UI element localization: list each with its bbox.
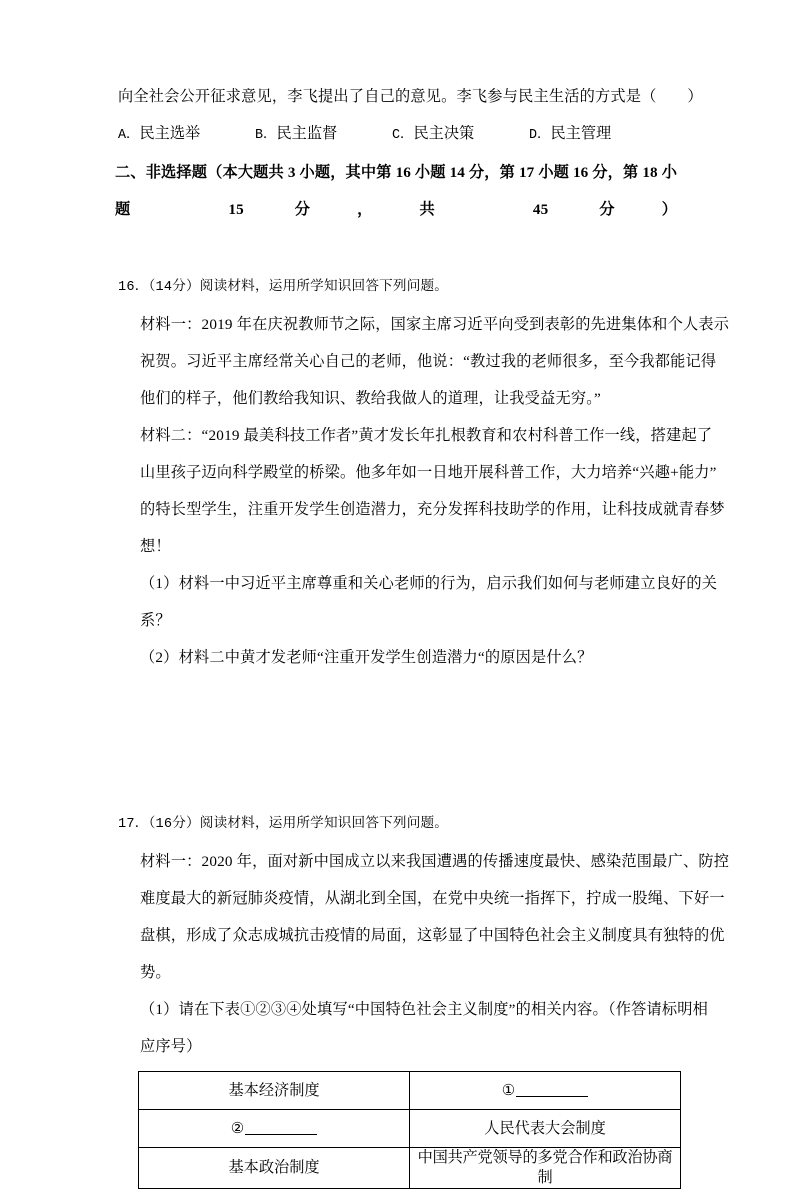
table-row [139,1072,681,1110]
sub-question-line: （1）材料一中习近平主席尊重和关心老师的行为，启示我们如何与老师建立良好的关 [140,575,718,592]
material-line: 山里孩子迈向科学殿堂的桥梁。他多年如一日地开展科普工作，大力培养“兴趣+能力” [140,464,717,481]
material-line: 祝贺。习近平主席经常关心自己的老师，他说：“教过我的老师很多，至今我都能记得 [140,353,717,370]
sub-question-line: 应序号） [140,1038,202,1055]
material-line: 盘棋，形成了众志成城抗击疫情的局面，这彰显了中国特色社会主义制度具有独特的优 [140,927,725,944]
material-line: 难度最大的新冠肺炎疫情，从湖北到全国，在党中央统一指挥下，拧成一股绳、下好一 [140,890,725,907]
question-17-table-wrap [138,1071,676,1189]
material-line: 势。 [140,964,171,981]
option-b[interactable] [255,115,392,154]
table-row [139,1110,681,1148]
question-17-prompt: 17．（16分）阅读材料，运用所学知识回答下列问题。 [118,817,449,832]
table-cell-right: 中国共产党领导的多党合作和政治协商制 [410,1148,681,1189]
material-line: 材料二：“2019 最美科技工作者”黄才发长年扎根教育和农村科普工作一线，搭建起了 [140,427,713,444]
option-d-label: 民主管理 [550,125,612,142]
answer-space-question-16[interactable] [118,676,676,806]
sub-question-line: （2）材料二中黄才发老师“注重开发学生创造潜力“的原因是什么？ [140,649,593,666]
table-cell-left: 基本政治制度 [139,1148,410,1189]
question-16-material-1 [140,306,730,417]
question-16-sub-1 [140,565,718,639]
option-d-letter: D． [529,128,551,143]
option-b-letter: B． [255,128,277,143]
blank-marker: ① [501,1082,516,1099]
sub-question-line: 系？ [140,612,171,629]
socialist-system-table [138,1071,681,1189]
carryover-question-options [118,115,666,154]
table-cell-left[interactable] [139,1110,410,1148]
option-c-letter: C． [392,128,414,143]
option-a[interactable] [118,115,255,154]
material-line: 材料一：2019 年在庆祝教师节之际，国家主席习近平向受到表彰的先进集体和个人表示 [140,316,730,333]
carryover-question-stem: 向全社会公开征求意见，李飞提出了自己的意见。李飞参与民主生活的方式是（ ） [118,88,703,105]
option-b-label: 民主监督 [276,125,338,142]
material-line: 他们的样子，他们教给我知识、教给我做人的道理，让我受益无穷。” [140,390,601,407]
section-heading: 二、非选择题（本大题共 3 小题，其中第 16 小题 14 分，第 17 小题 16 分，第 18 小题 15 分，共 45 分） [115,164,677,218]
table-cell-right: 人民代表大会制度 [410,1110,681,1148]
answer-blank-1[interactable] [516,1082,588,1097]
sub-question-line: （1）请在下表①②③④处填写“中国特色社会主义制度”的相关内容。（作答请标明相 [140,1001,709,1018]
answer-blank-2[interactable] [245,1120,317,1135]
option-c-label: 民主决策 [413,125,475,142]
question-16-sub-2 [140,639,676,676]
table-row [139,1148,681,1189]
question-16-prompt: 16．（14分）阅读材料，运用所学知识回答下列问题。 [118,280,449,295]
option-a-letter: A． [118,128,140,143]
page-content [115,78,730,1189]
material-line: 的特长型学生，注重开发学生创造潜力，充分发挥科技助学的作用，让科技成就青春梦 [140,501,725,518]
blank-marker: ② [230,1120,245,1137]
option-c[interactable] [392,115,529,154]
table-cell-right[interactable] [410,1072,681,1110]
material-line: 材料一：2020 年，面对新中国成立以来我国遭遇的传播速度最快、感染范围最广、防控 [140,853,730,870]
question-17-material-1 [140,843,730,991]
option-d[interactable] [529,115,666,154]
question-16-material-2 [140,417,725,565]
option-a-label: 民主选举 [139,125,201,142]
question-17-sub-1 [140,991,709,1065]
material-line: 想！ [140,538,171,555]
table-cell-left: 基本经济制度 [139,1072,410,1110]
